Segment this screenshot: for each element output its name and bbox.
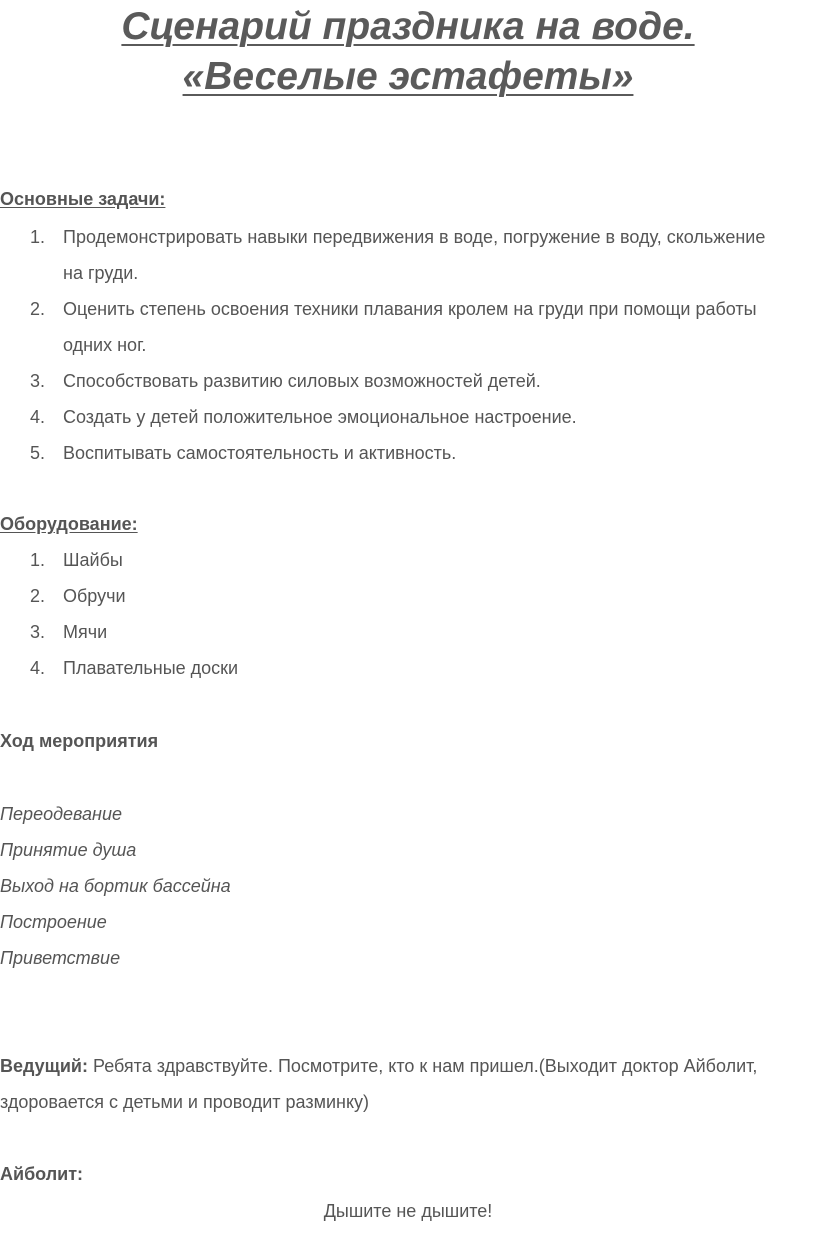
progress-step: Переодевание [0,804,122,824]
progress-step: Принятие душа [0,840,137,860]
list-number: 3. [30,371,46,391]
list-item [0,614,783,650]
list-number: 2. [30,586,46,606]
list-number: 1. [30,550,46,570]
progress-step: Приветствие [0,948,121,968]
list-item [0,578,783,614]
list-item-text: Способствовать развитию силовых возможностей детей. [63,371,541,391]
document-title [0,2,816,102]
list-item [0,435,783,471]
list-number: 2. [30,299,46,319]
list-item-text: Воспитывать самостоятельность и активность. [63,443,457,463]
list-item-text: Плавательные доски [63,658,239,678]
list-number: 4. [30,658,46,678]
list-item-text: Продемонстрировать навыки передвижения в воде, погружение в воду, скольжение на груди. [63,227,766,283]
progress-steps [0,796,231,976]
aibolit-line: Дышите не дышите! [323,1201,493,1221]
list-item-text: Создать у детей положительное эмоциональное настроение. [63,407,577,427]
tasks-list [0,219,783,471]
host-text: Ребята здравствуйте. Посмотрите, кто к нам пришел.(Выходит доктор Айболит, здоровается с детьми и проводит разминку) [0,1056,758,1112]
progress-heading: Ход мероприятия [0,731,159,751]
list-item [0,291,783,363]
equipment-list [0,542,783,686]
list-item [0,363,783,399]
list-item [0,650,783,686]
list-item-text: Шайбы [63,550,123,570]
speaker-label: Ведущий: [0,1056,88,1076]
list-number: 1. [30,227,46,247]
list-item-text: Мячи [63,622,108,642]
title-line-1: Сценарий праздника на воде. [121,5,695,48]
progress-step: Построение [0,912,107,932]
list-item-text: Обручи [63,586,126,606]
progress-step: Выход на бортик бассейна [0,876,231,896]
list-number: 4. [30,407,46,427]
tasks-heading: Основные задачи: [0,189,166,209]
title-line-2: «Веселые эстафеты» [182,55,634,98]
host-paragraph [0,1048,800,1120]
list-item [0,219,783,291]
list-number: 5. [30,443,46,463]
equipment-heading: Оборудование: [0,514,138,534]
list-item-text: Оценить степень освоения техники плавания кролем на груди при помощи работы одних ног. [63,299,757,355]
aibolit-speaker-label: Айболит: [0,1164,84,1184]
list-number: 3. [30,622,46,642]
list-item [0,399,783,435]
list-item [0,542,783,578]
